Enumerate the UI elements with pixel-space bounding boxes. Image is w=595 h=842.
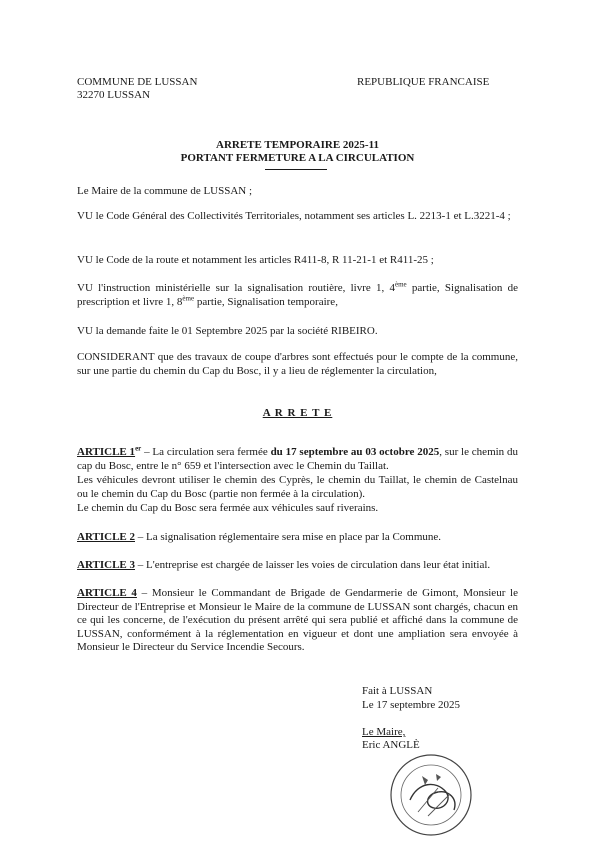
article-4-label: ARTICLE 4 (77, 587, 137, 599)
title-line-1: ARRETE TEMPORAIRE 2025-11 (216, 139, 379, 151)
signature-role: Le Maire, (362, 726, 406, 738)
intro-text: Le Maire de la commune de LUSSAN ; (77, 185, 253, 197)
article-1-dates: du 17 septembre au 03 octobre 2025 (270, 446, 440, 458)
article-2-label: ARTICLE 2 (77, 531, 135, 543)
handwritten-signature (410, 784, 455, 810)
article-3: ARTICLE 3 – L'entreprise est chargée de laisser les voies de circulation dans leur état initial. (77, 559, 491, 571)
article-2: ARTICLE 2 – La signalisation réglementaire sera mise en place par la Commune. (77, 531, 442, 543)
article-3-label: ARTICLE 3 (77, 559, 135, 571)
article-1: ARTICLE 1er – La circulation sera fermée du 17 septembre au 03 octobre 2025, sur le chemin du cap du Bosc, entre le n° 659 et l'intersection avec le Chemin du Taillat. (77, 444, 518, 472)
article-1-riverains: Le chemin du Cap du Bosc sera fermée aux véhicules sauf riverains. (77, 502, 379, 514)
signature-date: Le 17 septembre 2025 (362, 699, 461, 711)
vu-code-route: VU le Code de la route et notamment les articles R411-8, R 11-21-1 et R411-25 ; (77, 254, 434, 266)
considerant: CONSIDERANT que des travaux de coupe d'arbres sont effectués pour le compte de la commune, sur une partie du chemin du Cap du Bosc, il y a lieu de réglementer la circulation, (77, 351, 518, 377)
republic-label: REPUBLIQUE FRANCAISE (357, 76, 490, 88)
article-1-detours: Les véhicules devront utiliser le chemin des Cyprès, le chemin du Taillat, le chemin de Castelnau ou le chemin du Cap du Bosc (partie non fermée à la circulation). (77, 474, 518, 500)
title-divider (265, 169, 327, 170)
signature-place: Fait à LUSSAN (362, 685, 433, 697)
commune-postcode: 32270 LUSSAN (77, 89, 151, 101)
arrete-heading: A R R E T E (262, 407, 333, 419)
article-4: ARTICLE 4 – Monsieur le Commandant de Brigade de Gendarmerie de Gimont, Monsieur le Directeur de l'Entreprise et Monsieur le Maire de la commune de LUSSAN sont chargés, chacun en ce qui les concerne, de l'exécution du présent arrêté qui sera publié et affiché dans la commune de LUSSAN, conformément à la réglementation en vigueur et dont une ampliation sera envoyée à Monsieur le Directeur du Service Incendie Secours. (77, 587, 518, 653)
article-1-label: ARTICLE 1 (77, 446, 136, 458)
vu-demande: VU la demande faite le 01 Septembre 2025 par la société RIBEIRO. (77, 325, 378, 337)
signature-name: Eric ANGLÈ (362, 739, 420, 751)
vu-instruction: VU l'instruction ministérielle sur la signalisation routière, livre 1, 4ème partie, Signalisation de prescription et livre 1, 8ème partie, Signalisation temporaire, (77, 280, 518, 308)
commune-name: COMMUNE DE LUSSAN (77, 76, 198, 88)
mairie-stamp (388, 752, 474, 838)
vu-cgct: VU le Code Général des Collectivités Territoriales, notamment ses articles L. 2213-1 et L.3221-4 ; (77, 210, 511, 222)
title-line-2: PORTANT FERMETURE A LA CIRCULATION (180, 152, 415, 164)
